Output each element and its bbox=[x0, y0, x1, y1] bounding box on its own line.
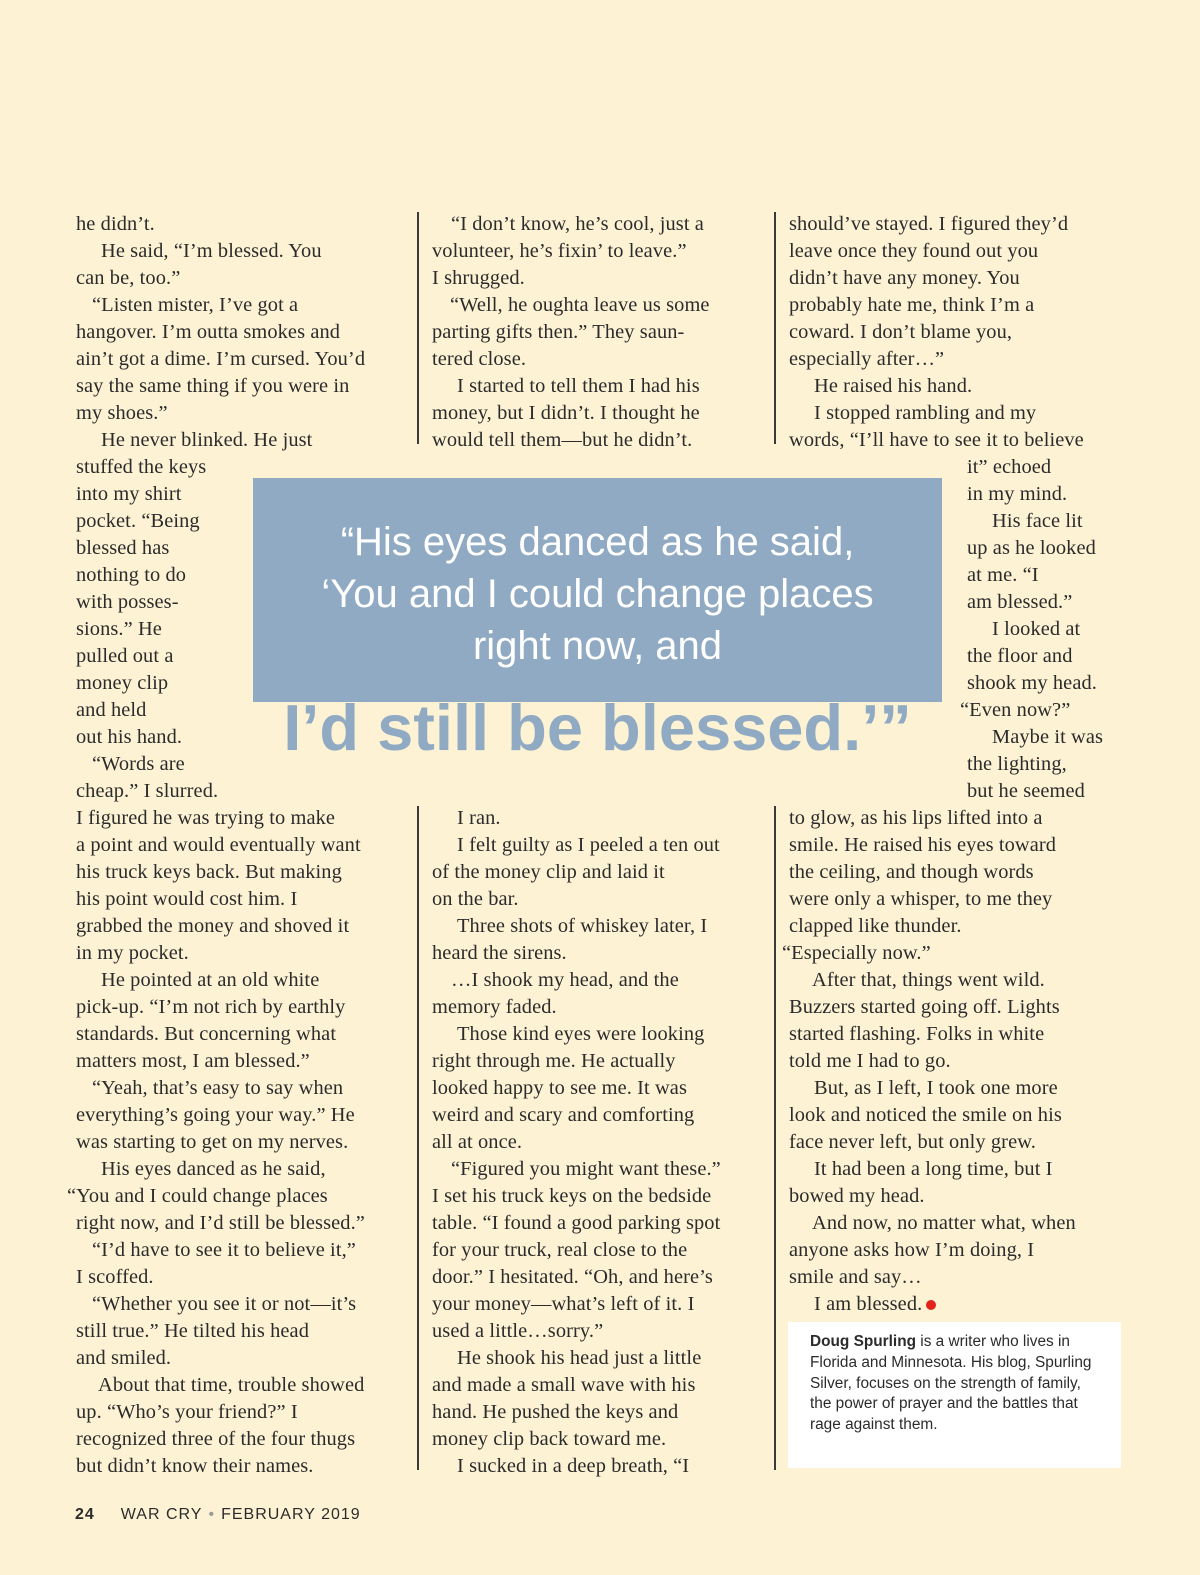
article-text-line: He said, “I’m blessed. You bbox=[101, 240, 322, 262]
article-text-line: am blessed.” bbox=[967, 591, 1073, 613]
article-text-line: at me. “I bbox=[967, 564, 1039, 586]
author-name: Doug Spurling bbox=[810, 1333, 917, 1350]
article-text-line: Buzzers started going off. Lights bbox=[789, 996, 1060, 1018]
article-text-line: pick-up. “I’m not rich by earthly bbox=[76, 996, 346, 1018]
article-text-line: Those kind eyes were looking bbox=[457, 1023, 705, 1045]
article-text-line: his point would cost him. I bbox=[76, 888, 298, 910]
article-text-line: pulled out a bbox=[76, 645, 174, 667]
article-text-line: His eyes danced as he said, bbox=[101, 1158, 326, 1180]
article-text-line: I set his truck keys on the bedside bbox=[432, 1185, 712, 1207]
publication-name: WAR CRY bbox=[120, 1506, 203, 1523]
article-text-line: it” echoed bbox=[967, 456, 1052, 478]
article-text-line: parting gifts then.” They saun- bbox=[432, 321, 685, 343]
article-text-line: smile and say… bbox=[789, 1266, 922, 1288]
article-text-line: anyone asks how I’m doing, I bbox=[789, 1239, 1035, 1261]
article-text-line: on the bar. bbox=[432, 888, 519, 910]
article-text-line: right now, and I’d still be blessed.” bbox=[76, 1212, 365, 1234]
article-text-line: started flashing. Folks in white bbox=[789, 1023, 1045, 1045]
article-text-line: a point and would eventually want bbox=[76, 834, 361, 856]
article-text-line: bowed my head. bbox=[789, 1185, 925, 1207]
article-text-line: grabbed the money and shoved it bbox=[76, 915, 350, 937]
article-text-line: of the money clip and laid it bbox=[432, 861, 665, 883]
article-text-line: used a little…sorry.” bbox=[432, 1320, 604, 1342]
article-text-line: …I shook my head, and the bbox=[451, 969, 679, 991]
article-text-line: were only a whisper, to me they bbox=[789, 888, 1053, 910]
article-text-line: hangover. I’m outta smokes and bbox=[76, 321, 341, 343]
article-text-line: After that, things went wild. bbox=[812, 969, 1045, 991]
column-rule bbox=[774, 212, 776, 444]
article-text-line: smile. He raised his eyes toward bbox=[789, 834, 1057, 856]
article-text-line: “Even now?” bbox=[960, 699, 1071, 721]
article-text-line: especially after…” bbox=[789, 348, 945, 370]
article-text-line: but didn’t know their names. bbox=[76, 1455, 314, 1477]
article-text-line: I figured he was trying to make bbox=[76, 807, 336, 829]
article-text-line: money clip bbox=[76, 672, 169, 694]
article-text-line: should’ve stayed. I figured they’d bbox=[789, 213, 1069, 235]
article-text-line: “I’d have to see it to believe it,” bbox=[92, 1239, 356, 1261]
article-text-line: coward. I don’t blame you, bbox=[789, 321, 1013, 343]
article-text-line: Three shots of whiskey later, I bbox=[457, 915, 708, 937]
article-text-line: blessed has bbox=[76, 537, 170, 559]
article-text-line: right through me. He actually bbox=[432, 1050, 676, 1072]
article-text-line: “I don’t know, he’s cool, just a bbox=[451, 213, 704, 235]
pull-quote-line: “His eyes danced as he said, bbox=[340, 520, 855, 564]
article-text-line: was starting to get on my nerves. bbox=[76, 1131, 349, 1153]
article-text-line: still true.” He tilted his head bbox=[76, 1320, 310, 1342]
article-text-line: About that time, trouble showed bbox=[98, 1374, 365, 1396]
article-text-line: table. “I found a good parking spot bbox=[432, 1212, 721, 1234]
article-text-line: the ceiling, and though words bbox=[789, 861, 1034, 883]
article-text-line: in my mind. bbox=[967, 483, 1068, 505]
article-text-line: he didn’t. bbox=[76, 213, 155, 235]
article-text-line: “Figured you might want these.” bbox=[451, 1158, 721, 1180]
author-bio bbox=[788, 1322, 1121, 1468]
article-text-line: didn’t have any money. You bbox=[789, 267, 1020, 289]
article-text-line: face never left, but only grew. bbox=[789, 1131, 1036, 1153]
article-text-line: “You and I could change places bbox=[67, 1185, 328, 1207]
article-text-line: but he seemed bbox=[967, 780, 1085, 802]
pull-quote-line: right now, and bbox=[472, 624, 723, 668]
article-text-line: “Yeah, that’s easy to say when bbox=[92, 1077, 344, 1099]
article-text-line: He pointed at an old white bbox=[101, 969, 320, 991]
article-text-line: “Words are bbox=[92, 753, 185, 775]
article-text-line: stuffed the keys bbox=[76, 456, 207, 478]
article-text-line: I stopped rambling and my bbox=[814, 402, 1037, 424]
article-text-line: He never blinked. He just bbox=[101, 429, 313, 451]
article-text-line: probably hate me, think I’m a bbox=[789, 294, 1035, 316]
article-text-line: “Listen mister, I’ve got a bbox=[92, 294, 299, 316]
article-text-line: sions.” He bbox=[76, 618, 162, 640]
article-text-line: I felt guilty as I peeled a ten out bbox=[457, 834, 720, 856]
article-text-line: into my shirt bbox=[76, 483, 182, 505]
issue-date: FEBRUARY 2019 bbox=[221, 1506, 361, 1523]
article-text-line: for your truck, real close to the bbox=[432, 1239, 688, 1261]
author-bio-text: is a writer who lives in Florida and Minnesota. His blog, Spurling Silver, focuses on the strength of family, the power of prayer and the battles that rage against them. bbox=[810, 1333, 1092, 1434]
article-text-line: standards. But concerning what bbox=[76, 1023, 337, 1045]
column-rule bbox=[417, 806, 419, 1470]
article-text-line: matters most, I am blessed.” bbox=[76, 1050, 310, 1072]
article-text-line: everything’s going your way.” He bbox=[76, 1104, 355, 1126]
article-text-line: looked happy to see me. It was bbox=[432, 1077, 687, 1099]
article-text-line: nothing to do bbox=[76, 564, 187, 586]
article-text-line: up. “Who’s your friend?” I bbox=[76, 1401, 298, 1423]
article-text-line: the lighting, bbox=[967, 753, 1067, 775]
page-footer bbox=[75, 1506, 361, 1524]
article-text-line: I shrugged. bbox=[432, 267, 525, 289]
article-text-line: I am blessed. bbox=[814, 1291, 936, 1318]
page-number: 24 bbox=[75, 1506, 95, 1523]
footer-separator: • bbox=[208, 1506, 216, 1523]
article-text-line: in my pocket. bbox=[76, 942, 189, 964]
article-text-line: shook my head. bbox=[967, 672, 1097, 694]
column-rule bbox=[774, 806, 776, 1470]
article-text-line: my shoes.” bbox=[76, 402, 168, 424]
article-text-line: I ran. bbox=[457, 807, 501, 829]
article-text-line: ain’t got a dime. I’m cursed. You’d bbox=[76, 348, 366, 370]
article-text-line: His face lit bbox=[992, 510, 1083, 532]
article-text-line: “Whether you see it or not—it’s bbox=[92, 1293, 357, 1315]
article-text-line: all at once. bbox=[432, 1131, 523, 1153]
article-text-line: told me I had to go. bbox=[789, 1050, 951, 1072]
article-text-line: look and noticed the smile on his bbox=[789, 1104, 1062, 1126]
article-text-line: can be, too.” bbox=[76, 267, 181, 289]
article-text-line: your money—what’s left of it. I bbox=[432, 1293, 695, 1315]
article-text-line: Maybe it was bbox=[992, 726, 1104, 748]
article-text-line: memory faded. bbox=[432, 996, 557, 1018]
article-text-line: words, “I’ll have to see it to believe bbox=[789, 429, 1084, 451]
article-text-line: He raised his hand. bbox=[814, 375, 973, 397]
article-text-line: to glow, as his lips lifted into a bbox=[789, 807, 1043, 829]
article-text-line: and held bbox=[76, 699, 147, 721]
article-text-line: He shook his head just a little bbox=[457, 1347, 702, 1369]
article-text-line: And now, no matter what, when bbox=[812, 1212, 1076, 1234]
article-text-line: tered close. bbox=[432, 348, 527, 370]
article-text-line: cheap.” I slurred. bbox=[76, 780, 219, 802]
article-text-line: I sucked in a deep breath, “I bbox=[457, 1455, 690, 1477]
article-text-line: recognized three of the four thugs bbox=[76, 1428, 356, 1450]
article-text-line: door.” I hesitated. “Oh, and here’s bbox=[432, 1266, 713, 1288]
article-text-line: leave once they found out you bbox=[789, 240, 1039, 262]
pull-quote-line: ‘You and I could change places bbox=[321, 572, 874, 616]
pull-quote-emphasis: I’d still be blessed.’” bbox=[283, 691, 912, 764]
article-text-line: and made a small wave with his bbox=[432, 1374, 696, 1396]
column-rule bbox=[417, 212, 419, 444]
end-mark-icon bbox=[926, 1300, 936, 1310]
article-text-line: It had been a long time, but I bbox=[814, 1158, 1053, 1180]
article-text-line: would tell them—but he didn’t. bbox=[432, 429, 693, 451]
article-text-line: heard the sirens. bbox=[432, 942, 567, 964]
article-text-line: weird and scary and comforting bbox=[432, 1104, 695, 1126]
article-text-line: out his hand. bbox=[76, 726, 183, 748]
article-text-line: “Especially now.” bbox=[782, 942, 931, 964]
article-text-line: say the same thing if you were in bbox=[76, 375, 350, 397]
article-text-line: I started to tell them I had his bbox=[457, 375, 700, 397]
article-text-line: with posses- bbox=[76, 591, 179, 613]
article-text-line: the floor and bbox=[967, 645, 1073, 667]
article-text-line: up as he looked bbox=[967, 537, 1096, 559]
article-text-line: clapped like thunder. bbox=[789, 915, 962, 937]
article-text-line: “Well, he oughta leave us some bbox=[450, 294, 710, 316]
article-text-line: money, but I didn’t. I thought he bbox=[432, 402, 700, 424]
article-text-line: and smiled. bbox=[76, 1347, 172, 1369]
article-text-line: But, as I left, I took one more bbox=[814, 1077, 1058, 1099]
article-text-line: volunteer, he’s fixin’ to leave.” bbox=[432, 240, 687, 262]
article-text-line: pocket. “Being bbox=[76, 510, 200, 532]
article-text-line: money clip back toward me. bbox=[432, 1428, 667, 1450]
article-text-line: I scoffed. bbox=[76, 1266, 154, 1288]
article-text-line: his truck keys back. But making bbox=[76, 861, 342, 883]
article-text-line: hand. He pushed the keys and bbox=[432, 1401, 679, 1423]
article-text-line: I looked at bbox=[992, 618, 1081, 640]
